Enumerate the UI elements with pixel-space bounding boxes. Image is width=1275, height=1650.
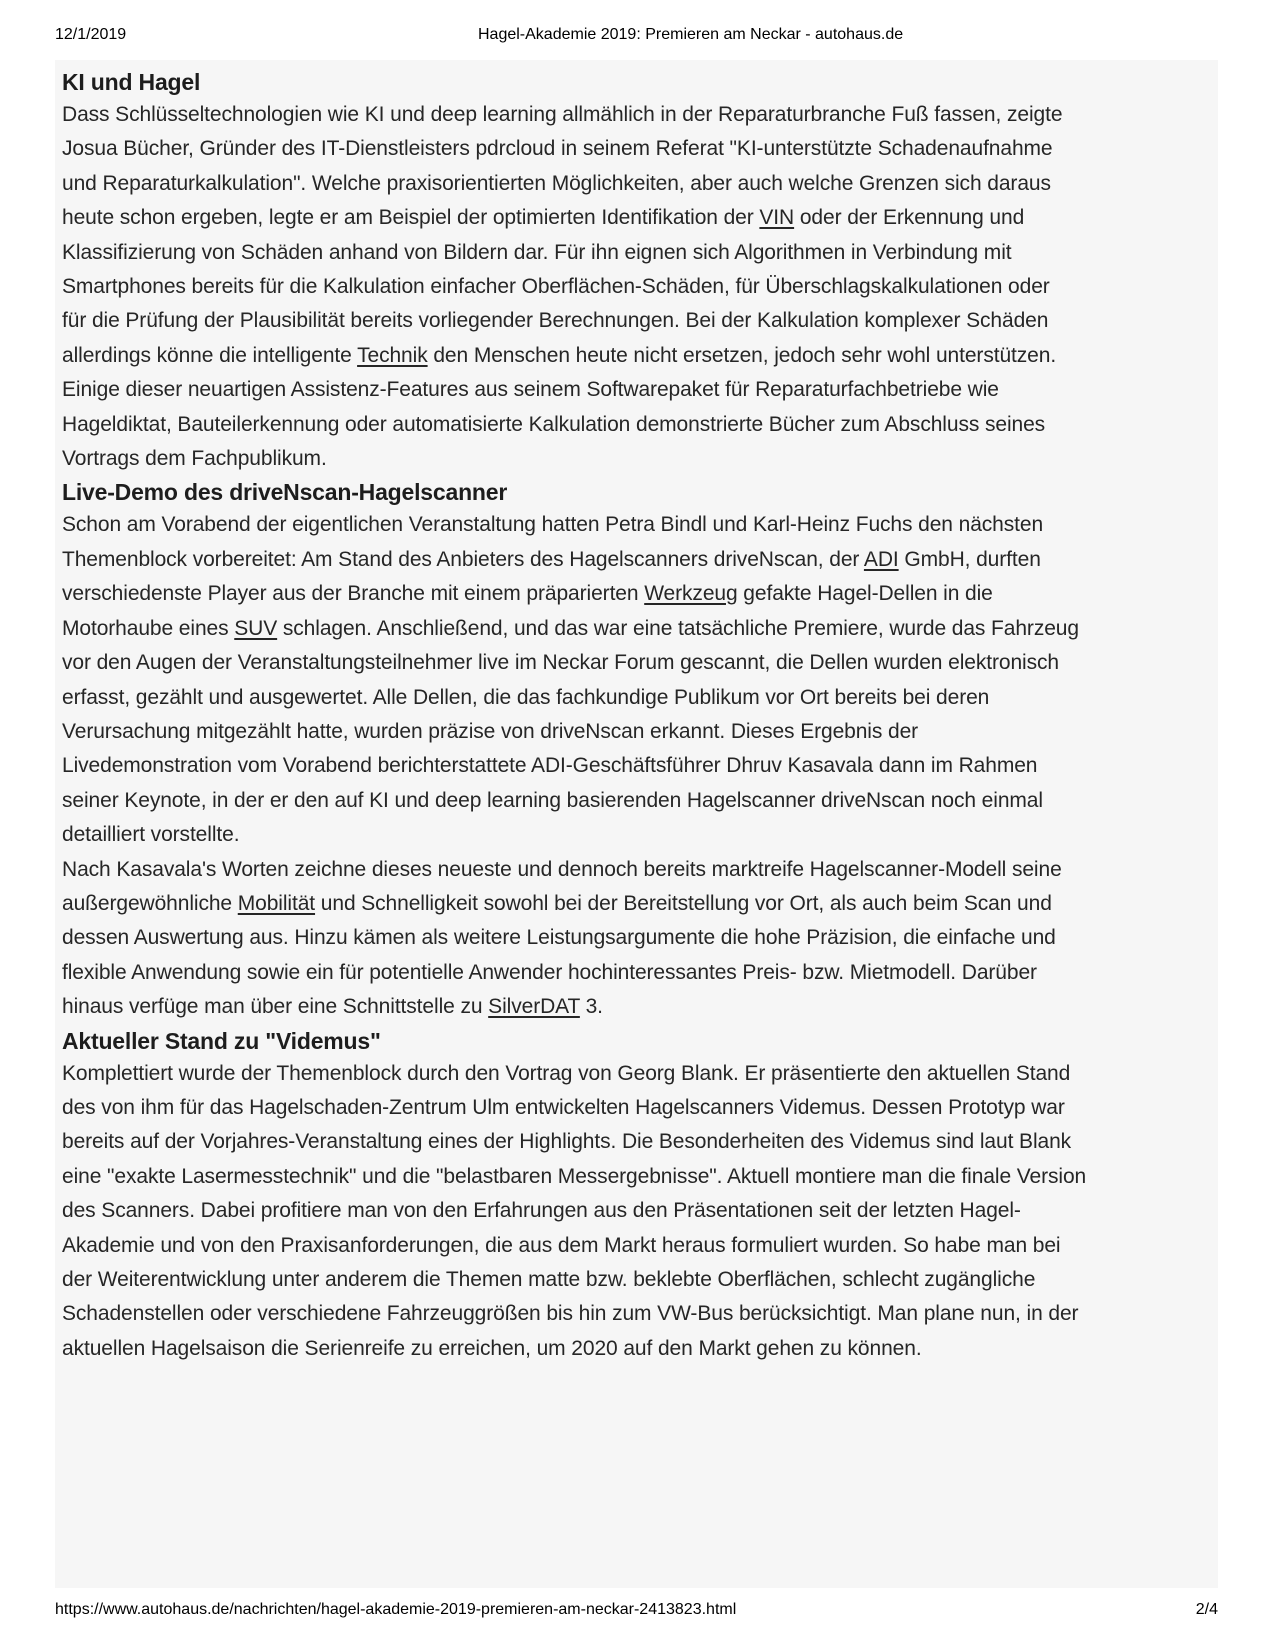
print-header-date: 12/1/2019 bbox=[55, 26, 127, 43]
heading-ki-und-hagel: KI und Hagel bbox=[62, 69, 201, 95]
silverdat-link[interactable]: SilverDAT bbox=[488, 995, 580, 1019]
vin-link[interactable]: VIN bbox=[759, 206, 795, 230]
technik-link[interactable]: Technik bbox=[357, 343, 428, 367]
paragraph-videmus: Komplettiert wurde der Themenblock durch den Vortrag von Georg Blank. Er präsentierte den aktuellen Stand des von ihm für das Hagelschaden-Zentrum Ulm entwickelten Hagelscanners Videmus. Dessen Prototyp war bereits auf der Vorjahres-Veranstaltung eines der Highlights. Die Besonderheiten des Videmus sind laut Blank eine "exakte Lasermesstechnik" und die "belastbaren Messergebnisse". Aktuell montiere man die finale Version des Scanners. Dabei profitiere man von den Erfahrungen aus den Präsentationen seit der letzten Hagel- Akademie und von den Praxisanforderungen, die aus dem Markt heraus formuliert wurden. So habe man bei der Weiterentwicklung unter anderem die Themen matte bzw. beklebte Oberflächen, schlecht zugängliche Schadenstellen oder verschiedene Fahrzeuggrößen bis hin zum VW-Bus berücksichtigt. Man plane nun, in der aktuellen Hagelsaison die Serienreife zu erreichen, um 2020 auf den Markt gehen zu können. bbox=[62, 1061, 1087, 1360]
suv-link[interactable]: SUV bbox=[234, 616, 278, 640]
heading-videmus: Aktueller Stand zu "Videmus" bbox=[62, 1027, 381, 1054]
print-footer-url: https://www.autohaus.de/nachrichten/hagel-akademie-2019-premieren-am-neckar-2413823.html bbox=[55, 1601, 737, 1618]
heading-live-demo: Live-Demo des driveNscan-Hagelscanner bbox=[62, 479, 508, 506]
mobilitaet-link[interactable]: Mobilität bbox=[237, 891, 316, 915]
paragraph-ki: Dass Schlüsseltechnologien wie KI und deep learning allmählich in der Reparaturbranche Fuß fassen, zeigte Josua Bücher, Gründer des IT-Dienstleisters pdrcloud in seinem Referat "KI-unterstützte Schadenaufnahme und Reparaturkalkulation". Welche praxisorientierten Möglichkeiten, aber auch welche Grenzen sich daraus heute schon ergeben, legte er am Beispiel der optimierten Identifikation der VIN oder der Erkennung und Klassifizierung von Schäden anhand von Bildern dar. Für ihn eignen sich Algorithmen in Verbindung mit Smartphones bereits für die Kalkulation einfacher Oberflächen-Schäden, für Überschlagskalkulationen oder für die Prüfung der Plausibilität bereits vorliegender Berechnungen. Bei der Kalkulation komplexer Schäden allerdings könne die intelligente Technik den Menschen heute nicht ersetzen, jedoch sehr wohl unterstützen. Einige dieser neuartigen Assistenz-Features aus seinem Softwarepaket für Reparaturfachbetriebe wie Hageldiktat, Bauteilerkennung oder automatisierte Kalkulation demonstrierte Bücher zum Abschluss seines Vortrags dem Fachpublikum. bbox=[62, 103, 1063, 471]
article-content bbox=[55, 60, 1218, 1588]
werkzeug-link[interactable]: Werkzeu bbox=[644, 582, 726, 606]
print-header-title: Hagel-Akademie 2019: Premieren am Neckar - autohaus.de bbox=[478, 26, 904, 43]
paragraph-demo-1: Schon am Vorabend der eigentlichen Veranstaltung hatten Petra Bindl und Karl-Heinz Fuchs den nächsten Themenblock vorbereitet: Am Stand des Anbieters des Hagelscanners driveNscan, der ADI GmbH, durften verschiedenste Player aus der Branche mit einem präparierten Werkzeug gefakte Hagel-Dellen in die Motorhaube eines SUV schlagen. Anschließend, und das war eine tatsächliche Premiere, wurde das Fahrzeug vor den Augen der Veranstaltungsteilnehmer live im Neckar Forum gescannt, die Dellen wurden elektronisch erfasst, gezählt und ausgewertet. Alle Dellen, die das fachkundige Publikum vor Ort bereits bei deren Verursachung mitgezählt hatte, wurden präzise von driveNscan erkannt. Dieses Ergebnis der Livedemonstration vom Vorabend berichterstattete ADI-Geschäftsführer Dhruv Kasavala dann im Rahmen seiner Keynote, in der er den auf KI und deep learning basierenden Hagelscanner driveNscan noch einmal detailliert vorstellte. bbox=[62, 513, 1079, 847]
adi-link[interactable]: ADI bbox=[863, 547, 899, 571]
paragraph-demo-2: Nach Kasavala's Worten zeichne dieses neueste und dennoch bereits marktreife Hagelscanner-Modell seine außergewöhnliche Mobilität und Schnelligkeit sowohl bei der Bereitstellung vor Ort, als auch beim Scan und dessen Auswertung aus. Hinzu kämen als weitere Leistungsargumente die hohe Präzision, die einfache und flexible Anwendung sowie ein für potentielle Anwender hochinteressantes Preis- bzw. Mietmodell. Darüber hinaus verfüge man über eine Schnittstelle zu SilverDAT 3. bbox=[62, 857, 1062, 1019]
print-footer-page-number: 2/4 bbox=[1195, 1601, 1218, 1618]
